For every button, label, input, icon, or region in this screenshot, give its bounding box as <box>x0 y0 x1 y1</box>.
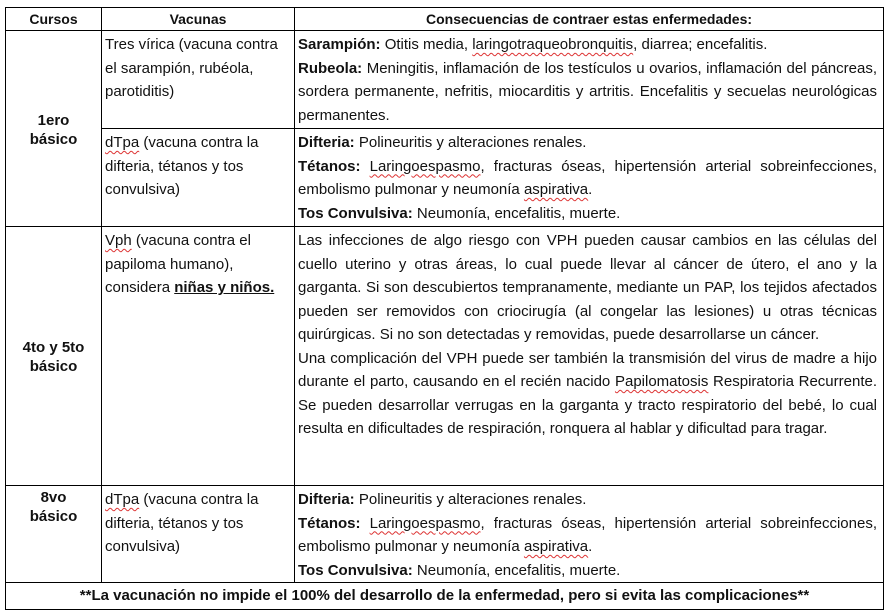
vacuna-target: niñas y niños. <box>174 279 275 296</box>
consecuencias-cell <box>295 486 884 583</box>
disease-text: aspirativa <box>523 181 589 198</box>
table-row <box>6 486 884 583</box>
vacuna-cell <box>102 31 295 129</box>
disease-text: , fracturas óseas, hipertensión arterial sobreinfecciones, embolismo pulmonar y neumonía <box>298 514 877 555</box>
header-vacunas: Vacunas <box>102 8 295 31</box>
disease-label: Difteria: <box>298 491 355 508</box>
curso-cell <box>6 227 102 486</box>
disease-text: Polineuritis y alteraciones renales. <box>358 491 587 508</box>
paragraph-text: Papilomatosis <box>614 373 709 390</box>
table-row <box>6 31 884 129</box>
disease-text: . <box>588 181 593 198</box>
consecuencias-cell <box>295 31 884 129</box>
disease-label: Tos Convulsiva: <box>298 204 413 222</box>
curso-label: 1ero básico <box>29 111 78 148</box>
curso-label: 4to y 5to básico <box>22 339 85 375</box>
curso-label: 8vo básico <box>29 489 78 525</box>
vacuna-name: Vph <box>105 232 132 249</box>
disease-text: Neumonía, encefalitis, muerte. <box>416 204 621 222</box>
vaccine-table <box>5 7 884 610</box>
header-row <box>6 8 884 31</box>
vacuna-name: dTpa <box>105 134 140 151</box>
paragraph-text: Respiratoria Recurrente. Se pueden desarrollar verrugas en la garganta y tracto respiratorio del bebé, lo cual resulta en dificultades de respiración, ronquera al hablar y dificultad para tragar. <box>298 373 877 437</box>
vacuna-cell <box>102 129 295 227</box>
vacuna-cell <box>102 227 295 486</box>
disease-text: laringotraqueobronquitis <box>472 36 634 53</box>
disease-label: Difteria: <box>298 134 355 151</box>
disease-label: Tos Convulsiva: <box>298 561 413 579</box>
header-cursos: Cursos <box>6 8 102 31</box>
disease-text: Polineuritis y alteraciones renales. <box>358 134 587 151</box>
disease-text: Laringoespasmo <box>369 514 481 532</box>
disease-text: Otitis media, <box>384 36 473 53</box>
vacuna-text: (vacuna contra la difteria, tétanos y tos convulsiva) <box>105 134 259 198</box>
consecuencias-cell <box>295 227 884 486</box>
disease-text: . <box>588 538 593 555</box>
vacuna-cell <box>102 486 295 583</box>
vacuna-text: Tres vírica (vacuna contra el sarampión, rubéola, parotiditis) <box>105 36 278 100</box>
curso-cell <box>6 31 102 227</box>
vacuna-text: (vacuna contra la difteria, tétanos y tos convulsiva) <box>105 491 259 555</box>
vacuna-name: dTpa <box>105 491 140 508</box>
disease-text: Meningitis, inflamación de los testículos u ovarios, inflamación del páncreas, sordera permanente, nefritis, miocarditis y artritis. Encefalitis y secuelas neurológicas permanentes. <box>298 59 877 124</box>
consecuencias-cell <box>295 129 884 227</box>
disease-label: Tétanos: <box>298 157 361 175</box>
vacuna-text: (vacuna contra el papiloma humano), considera <box>105 232 251 296</box>
disease-text: Laringoespasmo <box>369 157 481 175</box>
disease-text: Neumonía, encefalitis, muerte. <box>416 561 621 579</box>
curso-cell <box>6 486 102 583</box>
table-row <box>6 227 884 486</box>
paragraph: Las infecciones de algo riesgo con VPH pueden causar cambios en las células del cuello uterino y otras áreas, lo cual puede llevar al cáncer de útero, el ano y la garganta. Si son descubiertos tempranamente, mediante un PAP, los tejidos afectados pueden ser removidos con criocirugía (al congelar las lesiones) u otras técnicas quirúrgicas. Si no son detectadas y removidas, puede desarrollarse un cáncer. <box>298 232 877 343</box>
disease-text: aspirativa <box>523 538 589 555</box>
disease-label: Rubeola: <box>298 59 363 77</box>
disease-label: Tétanos: <box>298 514 361 532</box>
disease-text: , diarrea; encefalitis. <box>633 36 768 53</box>
table-row <box>6 129 884 227</box>
disease-text: , fracturas óseas, hipertensión arterial sobreinfecciones, embolismo pulmonar y neumonía <box>298 157 877 198</box>
paragraph-text: Una complicación del VPH puede ser también la transmisión del virus de madre a hijo durante el parto, causando en el recién nacido <box>298 349 877 390</box>
footer-note: **La vacunación no impide el 100% del desarrollo de la enfermedad, pero si evita las complicaciones** <box>6 583 884 610</box>
disease-label: Sarampión: <box>298 36 381 53</box>
header-consecuencias: Consecuencias de contraer estas enfermedades: <box>295 8 884 31</box>
footer-row <box>6 583 884 610</box>
